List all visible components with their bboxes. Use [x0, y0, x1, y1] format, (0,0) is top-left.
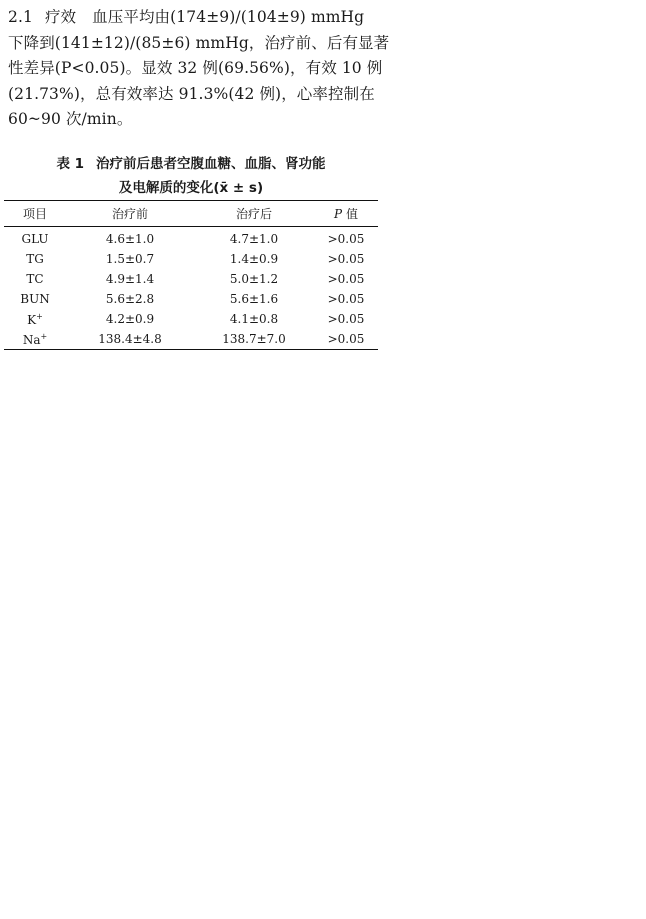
item-charge: +	[40, 331, 48, 341]
table-row	[4, 329, 378, 350]
cell-after: 4.7±1.0	[229, 232, 279, 246]
table-row	[4, 289, 378, 309]
cell-after: 1.4±0.9	[229, 252, 279, 266]
cell-p: >0.05	[327, 272, 365, 286]
table-row	[4, 309, 378, 329]
header-p-suffix: 值	[342, 207, 358, 221]
paragraph-line-2: 下降到(141±12)/(85±6) mmHg，治疗前、后有显著	[8, 33, 390, 52]
paragraph-line-5: 60~90 次/min。	[8, 110, 133, 128]
cell-before: 1.5±0.7	[105, 252, 155, 266]
cell-item	[4, 329, 66, 350]
header-p-letter: P	[334, 207, 343, 221]
table-row	[4, 249, 378, 269]
table-row	[4, 227, 378, 250]
section-title: 疗效	[44, 8, 77, 26]
cell-after: 5.0±1.2	[229, 272, 279, 286]
cell-p: >0.05	[327, 312, 365, 326]
cell-before: 4.2±0.9	[105, 312, 155, 326]
cell-item: TC	[26, 272, 44, 286]
cell-p: >0.05	[327, 292, 365, 306]
cell-before: 4.6±1.0	[105, 232, 155, 246]
paragraph-line-3: 性差异(P<0.05)。显效 32 例(69.56%)，有效 10 例	[8, 59, 383, 77]
cell-before: 4.9±1.4	[105, 272, 155, 286]
cell-item	[4, 309, 66, 329]
cell-after: 4.1±0.8	[229, 312, 279, 326]
cell-item: BUN	[20, 292, 50, 306]
table-row	[4, 269, 378, 289]
paragraph-text: 血压平均由(174±9)/(104±9) mmHg	[92, 8, 365, 26]
header-p-value	[314, 201, 378, 227]
cell-before: 5.6±2.8	[105, 292, 155, 306]
header-before: 治疗前	[66, 201, 194, 227]
caption-title: 治疗前后患者空腹血糖、血脂、肾功能	[96, 156, 326, 172]
cell-p: >0.05	[327, 232, 365, 246]
item-charge: +	[36, 311, 43, 321]
section-number: 2.1	[8, 8, 33, 26]
table-header-row	[4, 201, 378, 227]
cell-after: 138.7±7.0	[222, 332, 286, 346]
cell-after: 5.6±1.6	[229, 292, 279, 306]
cell-p: >0.05	[327, 252, 365, 266]
caption-line-2: 及电解质的变化(x̄ ± s)	[118, 180, 264, 196]
cell-item: GLU	[21, 232, 49, 246]
cell-p: >0.05	[327, 332, 365, 346]
results-paragraph	[8, 5, 390, 133]
header-after: 治疗后	[194, 201, 314, 227]
item-symbol: K	[27, 312, 37, 327]
item-symbol: Na	[22, 332, 41, 347]
header-item: 项目	[4, 201, 66, 227]
results-table	[4, 200, 378, 350]
caption-line-1	[2, 152, 380, 176]
table-caption	[2, 152, 380, 200]
caption-number: 表 1	[56, 156, 85, 172]
paragraph-line-4: (21.73%)，总有效率达 91.3%(42 例)，心率控制在	[8, 84, 375, 103]
cell-before: 138.4±4.8	[98, 332, 162, 346]
cell-item: TG	[26, 252, 44, 266]
paragraph-line-1	[8, 5, 390, 31]
